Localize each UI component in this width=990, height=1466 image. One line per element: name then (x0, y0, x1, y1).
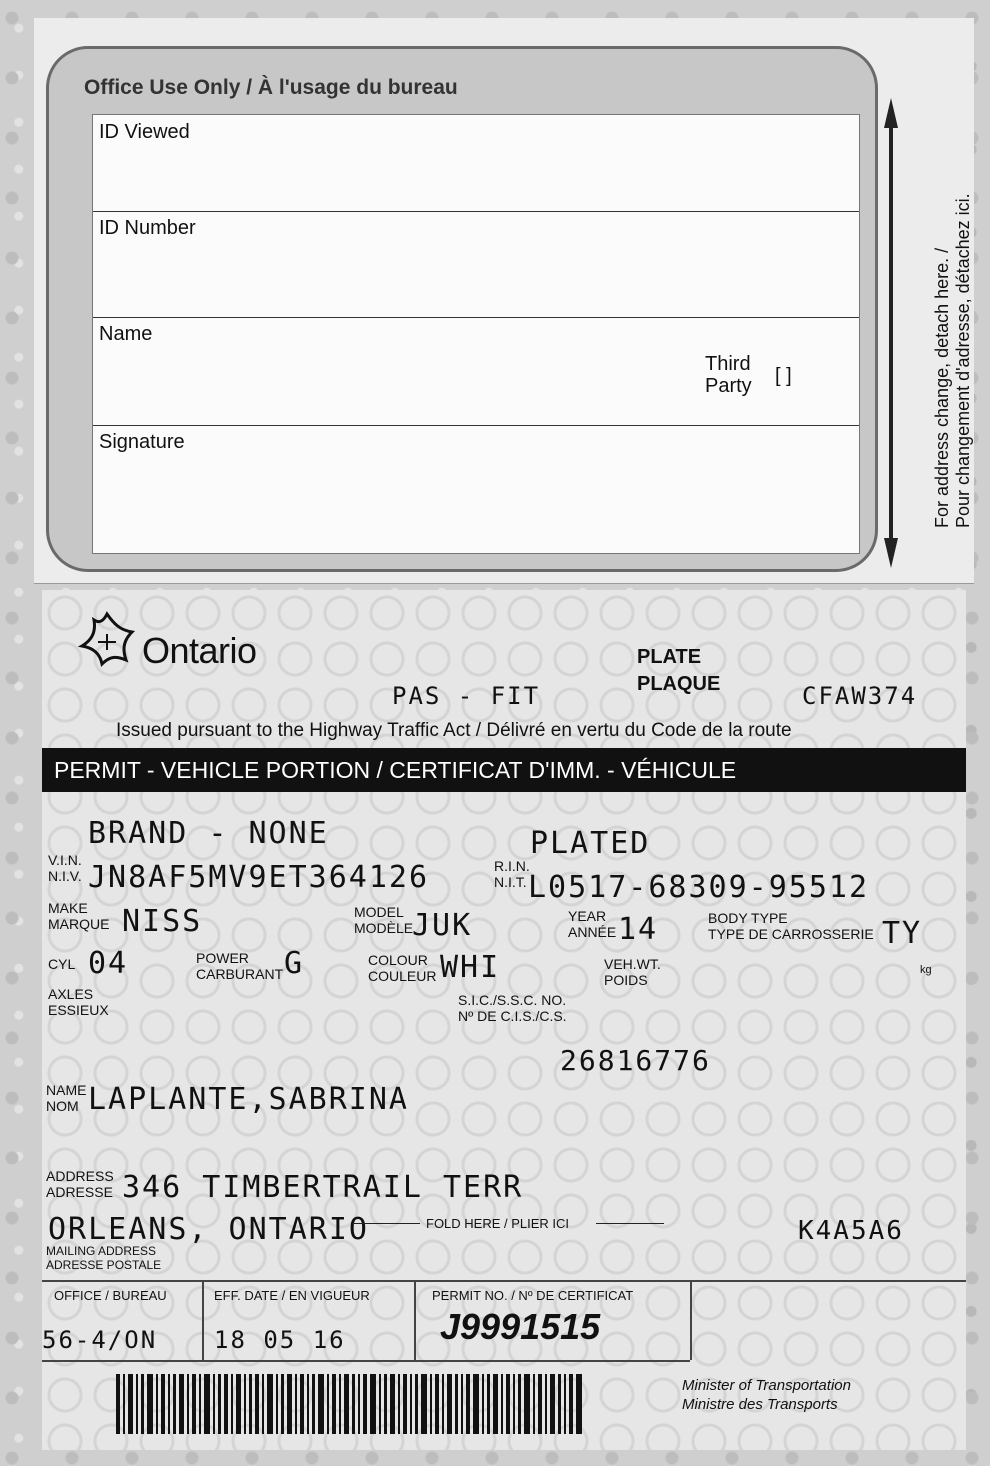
office-use-stub (34, 18, 974, 584)
owner-name: LAPLANTE,SABRINA (88, 1082, 409, 1117)
row-name[interactable] (93, 317, 859, 426)
id-viewed-label: ID Viewed (99, 121, 190, 143)
plate-label-en: PLATE (637, 646, 702, 668)
permit-no-label: PERMIT NO. / Nº DE CERTIFICAT (432, 1288, 634, 1303)
power-value: G (284, 946, 305, 981)
minister-fr: Ministre des Transports (682, 1396, 838, 1413)
minister-signature-block (682, 1376, 851, 1414)
rin-label: R.I.N. N.I.T. (494, 858, 530, 890)
year-value: 14 (618, 912, 659, 947)
pas-fit-status: PAS - FIT (392, 682, 541, 710)
minister-en: Minister of Transportation (682, 1377, 851, 1394)
vin-label: V.I.N. N.I.V. (48, 852, 82, 884)
footer-divider-1 (202, 1280, 204, 1360)
sic-label: S.I.C./S.S.C. NO. Nº DE C.I.S./C.S. (458, 992, 567, 1024)
owner-name-label: NAME NOM (46, 1082, 87, 1114)
permit-document (34, 18, 974, 1458)
cyl-value: 04 (88, 946, 129, 981)
office-use-title: Office Use Only / À l'usage du bureau (84, 76, 458, 99)
colour-label: COLOUR COULEUR (368, 952, 437, 984)
detach-note-en: For address change, detach here. / (932, 247, 952, 528)
permit-number: J9991515 (440, 1306, 601, 1347)
fold-here-label: FOLD HERE / PLIER ICI (426, 1216, 570, 1231)
fold-line-right (596, 1223, 664, 1224)
row-id-number[interactable] (93, 211, 859, 318)
detach-note (884, 88, 973, 528)
year-label: YEAR ANNÉE (568, 908, 617, 940)
colour-value: WHI (440, 950, 501, 985)
ontario-wordmark: Ontario (142, 630, 257, 671)
footer-divider-2 (414, 1280, 416, 1360)
footer-divider-3 (690, 1280, 692, 1360)
make-label: MAKE MARQUE (48, 900, 110, 932)
vin-value: JN8AF5MV9ET364126 (88, 860, 430, 895)
body-type-value: TY (882, 916, 923, 951)
eff-date: 18 05 16 (214, 1326, 346, 1354)
brand-value: BRAND - NONE (88, 816, 329, 851)
eff-date-label: EFF. DATE / EN VIGUEUR (214, 1288, 370, 1303)
third-party-label (705, 353, 752, 397)
office-use-box (92, 114, 860, 554)
address-line-2: ORLEANS, ONTARIO (48, 1212, 369, 1247)
make-value: NISS (122, 904, 203, 939)
trillium-logo-icon (72, 610, 142, 670)
office-label: OFFICE / BUREAU (54, 1288, 167, 1303)
row-signature[interactable] (93, 425, 859, 551)
issued-statement: Issued pursuant to the Highway Traffic Act / Délivré en vertu du Code de la route (116, 720, 792, 741)
third-party-checkbox[interactable]: [ ] (775, 365, 792, 387)
plated-value: PLATED (530, 826, 651, 861)
model-value: JUK (412, 908, 473, 943)
plate-number: CFAW374 (802, 682, 918, 710)
plate-label (637, 644, 720, 698)
permit-vehicle-portion (42, 590, 966, 1450)
postal-code: K4A5A6 (798, 1216, 904, 1246)
barcode-divider (42, 1360, 690, 1362)
third-party-line-2: Party (705, 375, 752, 397)
veh-weight-label: VEH.WT. POIDS (604, 956, 661, 988)
model-label: MODEL MODÈLE (354, 904, 414, 936)
sic-value: 26816776 (560, 1044, 711, 1077)
third-party-line-1: Third (705, 353, 751, 375)
cyl-label: CYL (48, 956, 76, 972)
body-type-label: BODY TYPE TYPE DE CARROSSERIE (708, 910, 874, 942)
permit-title-bar: PERMIT - VEHICLE PORTION / CERTIFICAT D'IMM. - VÉHICULE (42, 748, 966, 792)
row-id-viewed[interactable] (93, 115, 859, 212)
power-label: POWER CARBURANT (196, 950, 284, 982)
office-code: 56-4/ON (42, 1326, 158, 1354)
mailing-address-label: MAILING ADDRESS ADRESSE POSTALE (46, 1244, 162, 1272)
axles-label: AXLES ESSIEUX (48, 986, 109, 1018)
plate-label-fr: PLAQUE (637, 673, 721, 695)
rin-value: L0517-68309-95512 (528, 870, 870, 905)
name-label: Name (99, 323, 153, 345)
permit-footer (42, 1280, 966, 1450)
address-label: ADDRESS ADRESSE (46, 1168, 114, 1200)
barcode-icon (116, 1374, 586, 1434)
detach-note-fr: Pour changement d'adresse, détachez ici. (953, 193, 973, 528)
kg-unit: kg (920, 964, 932, 976)
address-line-1: 346 TIMBERTRAIL TERR (122, 1170, 524, 1205)
fold-line-left (352, 1223, 420, 1224)
signature-label: Signature (99, 431, 185, 453)
id-number-label: ID Number (99, 217, 196, 239)
